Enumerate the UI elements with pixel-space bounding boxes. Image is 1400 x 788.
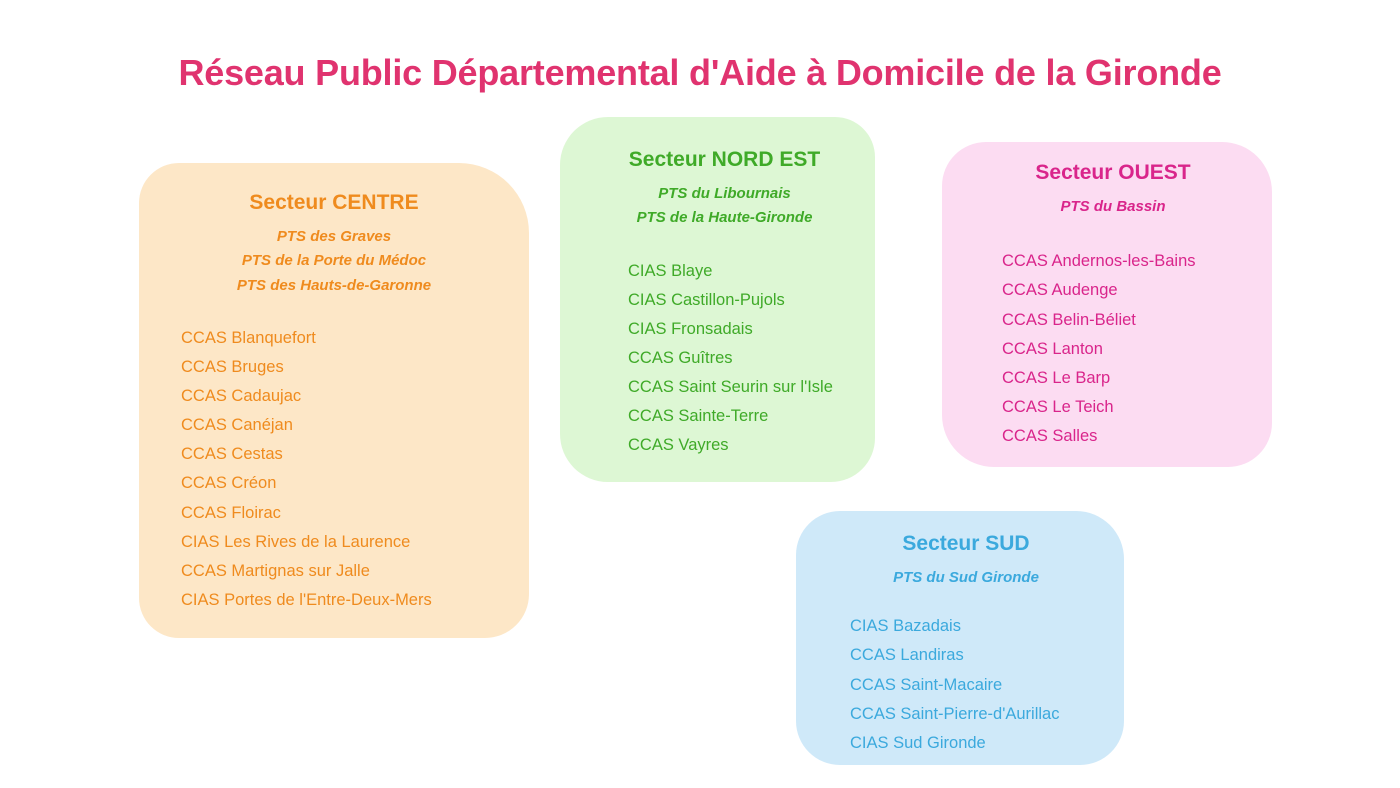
sector-subtitles: [942, 195, 1272, 219]
sector-subtitle: PTS du Bassin: [1060, 198, 1166, 215]
sector-subtitles: [796, 566, 1124, 590]
sector-card-ouest: [942, 142, 1272, 467]
sector-member-list: [850, 612, 1124, 757]
list-item: CCAS Canéjan: [181, 416, 293, 435]
list-item: CIAS Les Rives de la Laurence: [181, 532, 411, 551]
list-item: CCAS Cadaujac: [181, 387, 302, 406]
list-item: CCAS Cestas: [181, 445, 283, 464]
list-item: CCAS Créon: [181, 474, 277, 493]
list-item: CCAS Saint Seurin sur l'Isle: [628, 378, 833, 396]
sector-subtitle: PTS des Graves: [276, 228, 392, 245]
sector-member-list: [628, 257, 875, 460]
sector-subtitle: PTS de la Porte du Médoc: [241, 252, 427, 270]
sector-subtitles: [560, 182, 875, 231]
list-item: CCAS Landiras: [850, 646, 964, 665]
sector-title: Secteur SUD: [902, 532, 1030, 555]
sector-title: Secteur OUEST: [1035, 161, 1191, 184]
sector-subtitle: PTS du Sud Gironde: [893, 569, 1039, 586]
list-item: CIAS Sud Gironde: [850, 733, 986, 752]
sector-subtitle: PTS du Libournais: [658, 185, 791, 202]
list-item: CIAS Castillon-Pujols: [628, 290, 785, 309]
list-item: CCAS Belin-Béliet: [1002, 310, 1136, 329]
list-item: CCAS Vayres: [628, 436, 729, 455]
list-item: CCAS Salles: [1002, 426, 1098, 445]
page-title: Réseau Public Départemental d'Aide à Domicile de la Gironde: [178, 52, 1222, 94]
sector-member-list: [181, 324, 529, 614]
list-item: CCAS Martignas sur Jalle: [181, 561, 370, 580]
list-item: CCAS Guîtres: [628, 348, 733, 367]
list-item: CCAS Blanquefort: [181, 329, 316, 348]
sector-card-centre: [139, 163, 529, 638]
list-item: CIAS Blaye: [628, 261, 713, 280]
sector-card-nord-est: [560, 117, 875, 482]
list-item: CCAS Floirac: [181, 503, 281, 522]
list-item: CCAS Le Teich: [1002, 397, 1114, 416]
sector-subtitles: [139, 225, 529, 298]
sector-member-list: [1002, 247, 1272, 450]
list-item: CIAS Fronsadais: [628, 319, 753, 338]
list-item: CCAS Bruges: [181, 358, 284, 377]
list-item: CIAS Bazadais: [850, 617, 961, 636]
list-item: CCAS Andernos-les-Bains: [1002, 252, 1196, 271]
list-item: CCAS Lanton: [1002, 339, 1103, 358]
list-item: CIAS Portes de l'Entre-Deux-Mers: [181, 590, 432, 609]
sector-card-sud: [796, 511, 1124, 765]
list-item: CCAS Le Barp: [1002, 368, 1111, 387]
sector-title: Secteur NORD EST: [628, 148, 821, 171]
sector-subtitle: PTS de la Haute-Gironde: [636, 209, 813, 227]
list-item: CCAS Saint-Pierre-d'Aurillac: [850, 704, 1060, 723]
sector-subtitle: PTS des Hauts-de-Garonne: [236, 276, 432, 294]
list-item: CCAS Saint-Macaire: [850, 675, 1003, 694]
list-item: CCAS Sainte-Terre: [628, 407, 769, 426]
list-item: CCAS Audenge: [1002, 281, 1118, 300]
sector-title: Secteur CENTRE: [249, 191, 419, 214]
